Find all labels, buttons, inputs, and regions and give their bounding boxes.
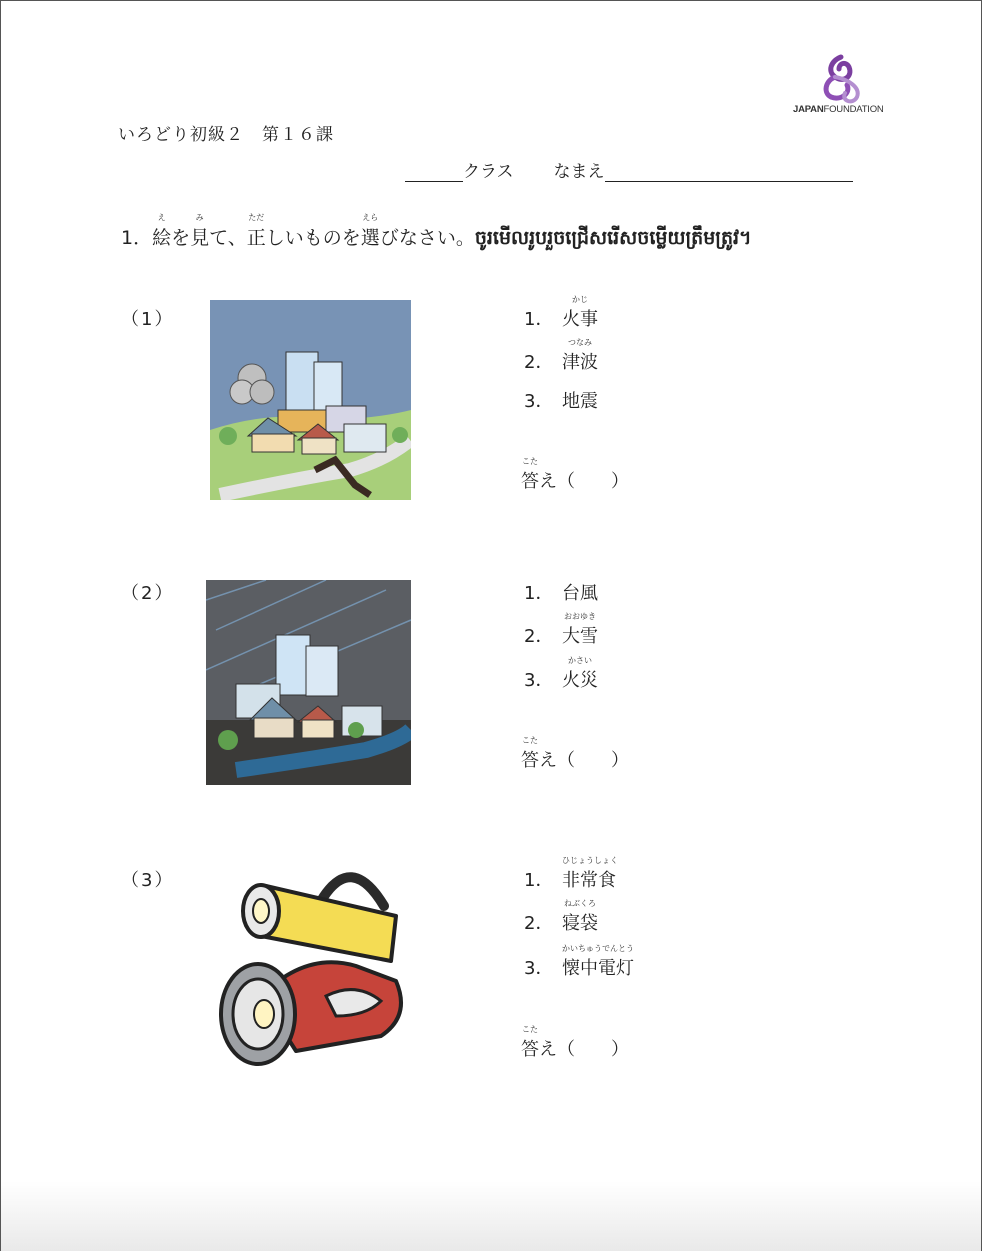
answer-blank[interactable]: こた 答え（ ） <box>521 736 629 771</box>
lesson-title: いろどり初級２ 第１６課 <box>118 125 334 145</box>
option-item[interactable]: 1． 台風 <box>524 583 598 604</box>
option-item[interactable]: 2． おおゆき 大雪 <box>524 612 598 647</box>
earthquake-city-illustration <box>210 300 411 500</box>
question-number: （2） <box>121 583 175 604</box>
option-item[interactable]: 2． つなみ 津波 <box>524 338 598 373</box>
flashlights-illustration <box>216 856 411 1066</box>
page-bottom-shadow <box>1 1181 981 1251</box>
answer-blank[interactable]: こた 答え（ ） <box>521 457 629 492</box>
typhoon-flood-city-illustration <box>206 580 411 785</box>
instruction-number: 1． <box>121 227 153 249</box>
class-name-line <box>405 157 853 182</box>
instruction: 1． え 絵を み 見て、 ただ 正しいものを えら 選びなさい。ចូរមើលរូបរួចជ្រើសរើសចម្លើយត្រឹមត្រូវ។ <box>121 213 752 249</box>
option-item[interactable]: 2． ねぶくろ 寝袋 <box>524 899 598 934</box>
question-number: （1） <box>121 309 175 330</box>
option-item[interactable]: 1． かじ 火事 <box>524 295 598 330</box>
instruction-khmer: ចូរមើលរូបរួចជ្រើសរើសចម្លើយត្រឹមត្រូវ។ <box>474 227 752 249</box>
class-label: クラス <box>463 162 514 182</box>
name-blank[interactable] <box>605 162 853 182</box>
option-item[interactable]: 3． かいちゅうでんとう 懐中電灯 <box>524 944 634 979</box>
option-item[interactable]: 3． 地震 <box>524 391 598 412</box>
instruction-kanji: え 絵 <box>152 213 172 249</box>
option-item[interactable]: 3． かさい 火災 <box>524 656 598 691</box>
logo-text: JAPANFOUNDATION <box>793 104 884 115</box>
class-blank[interactable] <box>405 162 463 182</box>
option-item[interactable]: 1． ひじょうしょく 非常食 <box>524 856 618 891</box>
question-number: （3） <box>121 870 175 891</box>
answer-blank[interactable]: こた 答え（ ） <box>521 1025 629 1060</box>
name-label: なまえ <box>553 162 605 182</box>
